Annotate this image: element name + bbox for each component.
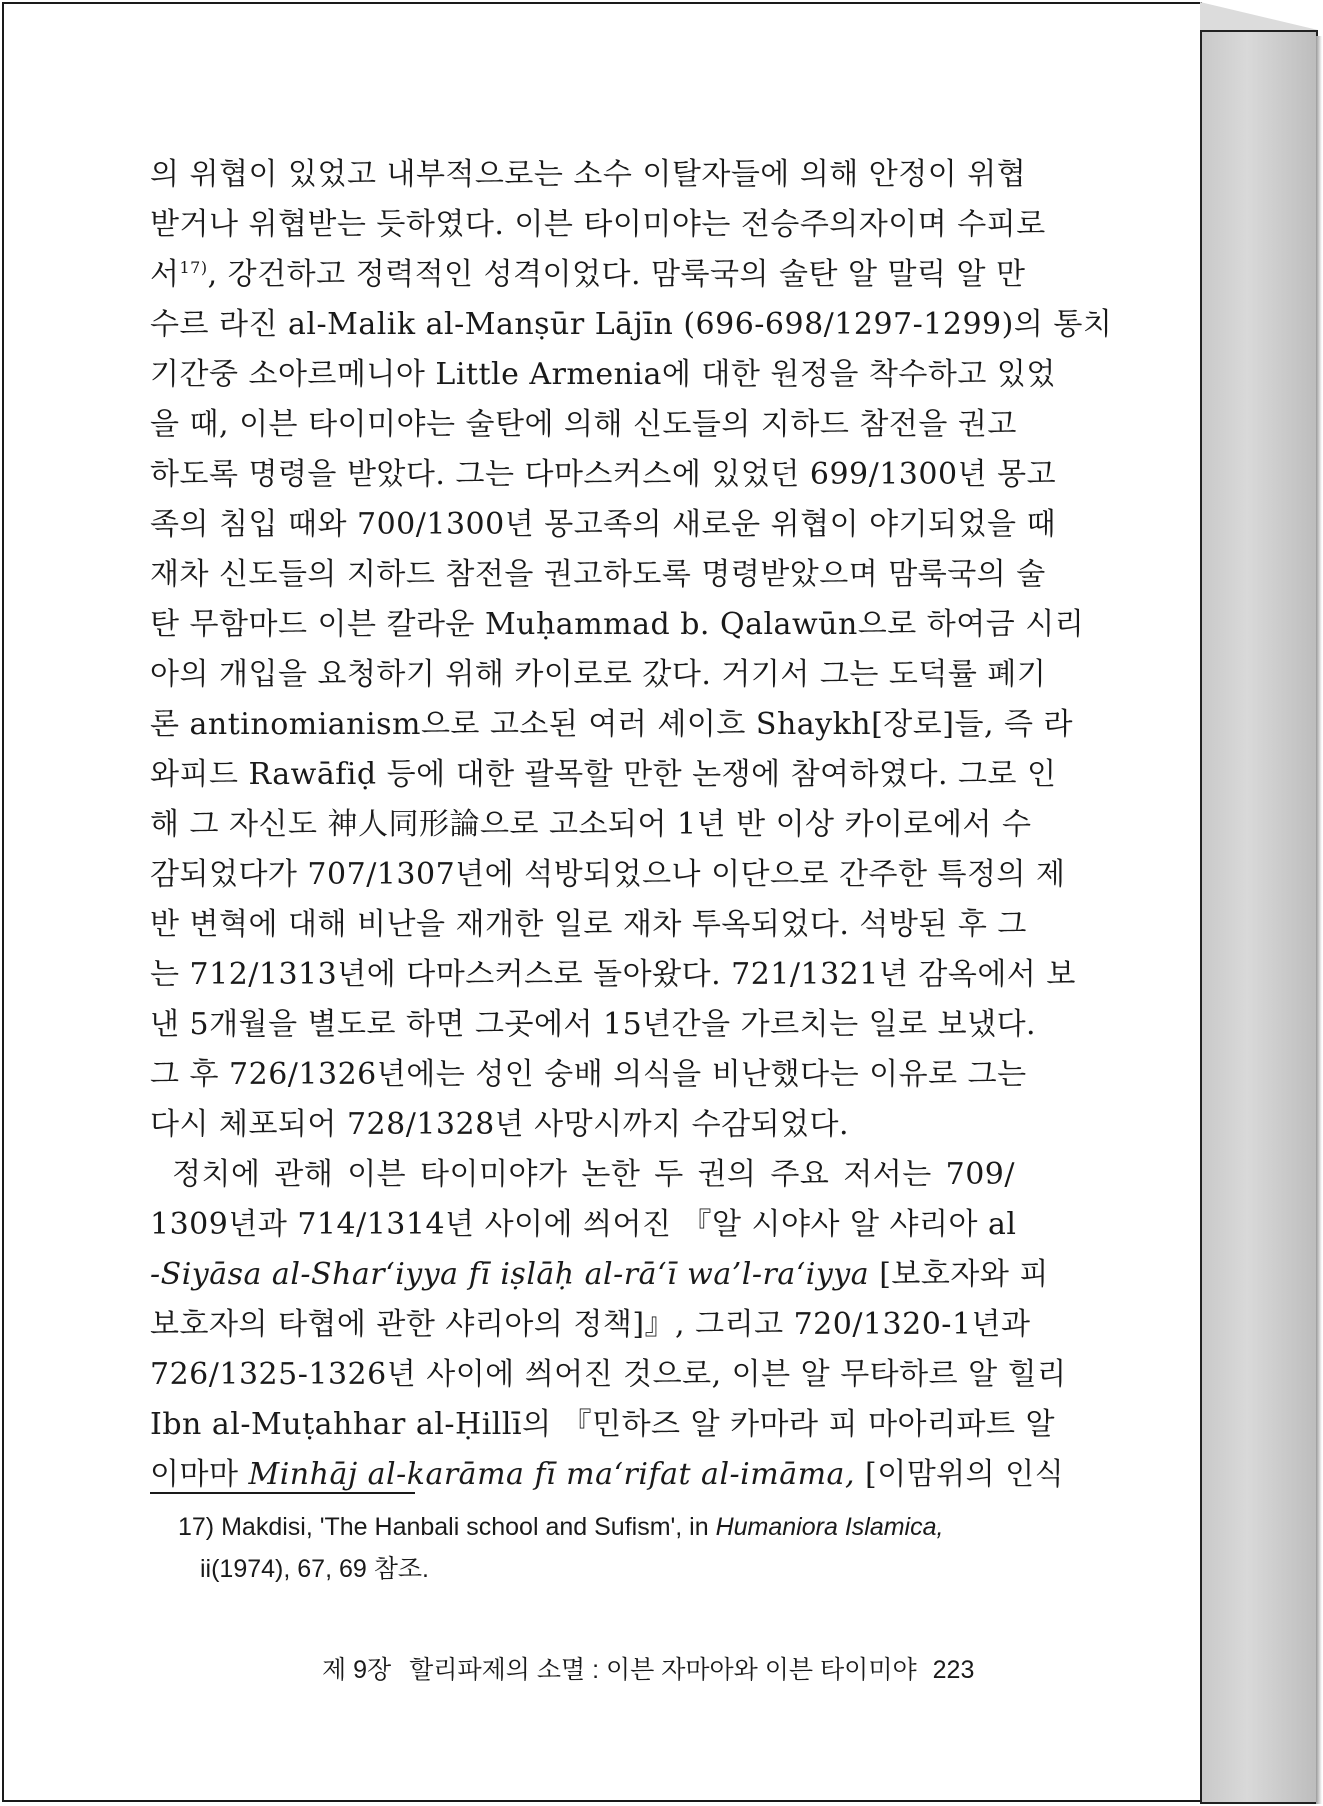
book-title-italic: -Siyāsa al-Shar‘iyya fī iṣlāḥ al-rā‘ī wa’l-ra‘iyya — [150, 1257, 870, 1292]
footnote-17 — [178, 1506, 1018, 1590]
text-line: 족의 침입 때와 700/1300년 몽고족의 새로운 위협이 야기되었을 때 — [150, 507, 1057, 542]
text-line: 감되었다가 707/1307년에 석방되었으나 이단으로 간주한 특정의 제 — [150, 857, 1066, 892]
text-line: 아의 개입을 요청하기 위해 카이로로 갔다. 거기서 그는 도덕률 폐기 — [150, 657, 1047, 692]
text-line: 낸 5개월을 별도로 하면 그곳에서 15년간을 가르치는 일로 보냈다. — [150, 1007, 1037, 1042]
paragraph-2 — [150, 1150, 1067, 1500]
text-line: 재차 신도들의 지하드 참전을 권고하도록 명령받았으며 맘룩국의 술 — [150, 557, 1046, 592]
text-line: 1309년과 714/1314년 사이에 씌어진 『알 시야사 알 샤리아 al — [150, 1207, 1017, 1242]
footnote-number: 17) — [178, 1513, 215, 1541]
footnote-text: Makdisi, 'The Hanbali school and Sufism', in — [214, 1513, 716, 1541]
text-line: 하도록 명령을 받았다. 그는 다마스커스에 있었던 699/1300년 몽고 — [150, 457, 1057, 492]
footnote-reference[interactable]: 17) — [179, 258, 208, 277]
book-title-italic: Minhāj al-karāma fī ma‘rifat al-imāma, — [248, 1457, 855, 1492]
text-line: 보호자의 타협에 관한 샤리아의 정책]』, 그리고 720/1320-1년과 — [150, 1307, 1031, 1342]
text-line: 받거나 위협받는 듯하였다. 이븐 타이미야는 전승주의자이며 수피로 — [150, 207, 1046, 242]
text-line: 반 변혁에 대해 비난을 재개한 일로 재차 투옥되었다. 석방된 후 그 — [150, 907, 1027, 942]
text-line — [150, 1250, 1049, 1300]
chapter-label: 제 9장 — [322, 1656, 392, 1684]
footnote-divider — [150, 1492, 415, 1494]
text-segment: 이마마 — [150, 1457, 249, 1492]
page-stack-shadow — [1316, 36, 1322, 1804]
text-line: 는 712/1313년에 다마스커스로 돌아왔다. 721/1321년 감옥에서 보 — [150, 957, 1076, 992]
text-line — [150, 250, 1026, 300]
text-line: 탄 무함마드 이븐 칼라운 Muḥammad b. Qalawūn으로 하여금 시리 — [150, 607, 1085, 642]
text-line: 정치에 관해 이븐 타이미야가 논한 두 권의 주요 저서는 709/ — [172, 1157, 1015, 1192]
running-footer — [322, 1652, 1022, 1688]
text-segment: , 강건하고 정력적인 성격이었다. 맘룩국의 술탄 알 말릭 알 만 — [207, 257, 1026, 292]
body-text — [150, 150, 1113, 1500]
page-number: 223 — [932, 1656, 975, 1684]
text-segment: [이맘위의 인식 — [854, 1457, 1065, 1492]
text-line: 그 후 726/1326년에는 성인 숭배 의식을 비난했다는 이유로 그는 — [150, 1057, 1027, 1092]
page-stack-top — [1200, 2, 1318, 30]
text-line: 와피드 Rawāfiḍ 등에 대한 괄목할 만한 논쟁에 참여하였다. 그로 인 — [150, 757, 1057, 792]
text-line: Ibn al-Muṭahhar al-Ḥillī의 『민하즈 알 카마라 피 마아리파트 알 — [150, 1407, 1055, 1442]
text-line: 론 antinomianism으로 고소된 여러 셰이흐 Shaykh[장로]들, 즉 라 — [150, 707, 1074, 742]
footnote-journal-italic: Humaniora Islamica, — [715, 1513, 944, 1541]
text-line: 의 위협이 있었고 내부적으로는 소수 이탈자들에 의해 안정이 위협 — [150, 157, 1027, 192]
page-stack-edge — [1200, 30, 1318, 1804]
text-segment: 서 — [150, 257, 180, 292]
text-line: 726/1325-1326년 사이에 씌어진 것으로, 이븐 알 무타하르 알 힐리 — [150, 1357, 1067, 1392]
paragraph-1 — [150, 150, 1113, 1150]
text-segment: [보호자와 피 — [869, 1257, 1049, 1292]
footnote-text-line2: ii(1974), 67, 69 참조. — [200, 1555, 429, 1583]
text-line: 을 때, 이븐 타이미야는 술탄에 의해 신도들의 지하드 참전을 권고 — [150, 407, 1017, 442]
text-line: 수르 라진 al-Malik al-Manṣūr Lājīn (696-698/1297-1299)의 통치 — [150, 307, 1113, 342]
text-line: 기간중 소아르메니아 Little Armenia에 대한 원정을 착수하고 있었 — [150, 357, 1056, 392]
text-line: 다시 체포되어 728/1328년 사망시까지 수감되었다. — [150, 1107, 850, 1142]
chapter-title: 할리파제의 소멸 : 이븐 자마아와 이븐 타이미야 — [409, 1656, 917, 1684]
text-line: 해 그 자신도 神人同形論으로 고소되어 1년 반 이상 카이로에서 수 — [150, 807, 1032, 842]
